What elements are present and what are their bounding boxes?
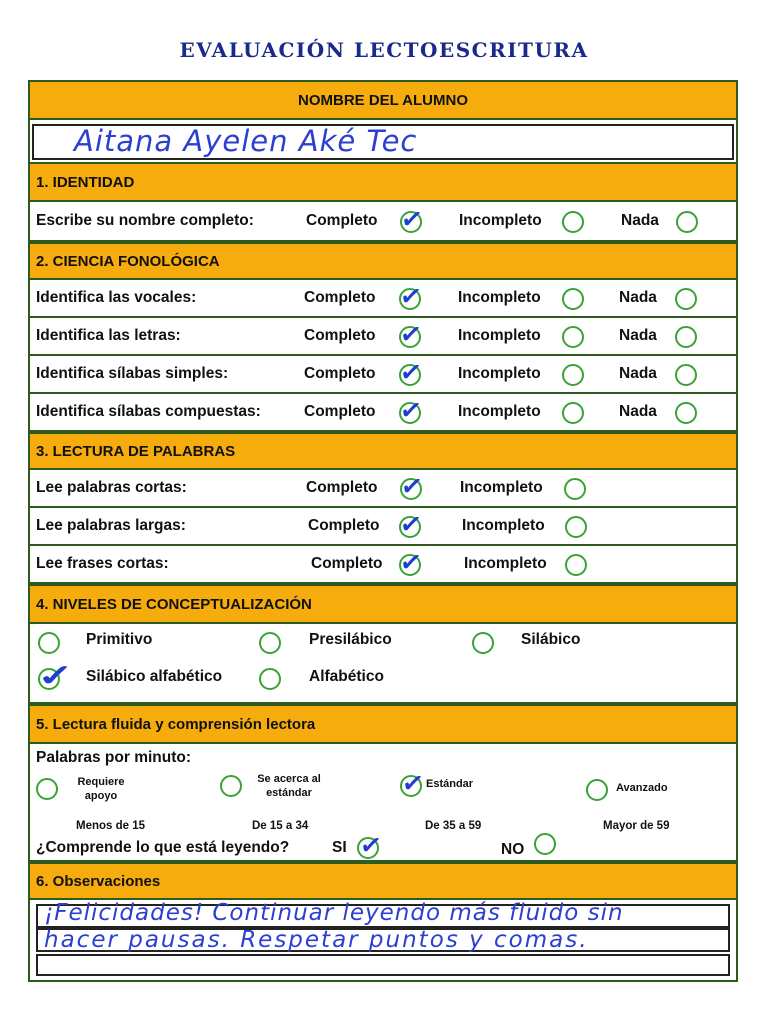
observation-handwriting-2: hacer pausas. Respetar puntos y comas.	[44, 927, 589, 953]
section-words-header	[30, 432, 736, 470]
student-name-row	[30, 120, 736, 164]
level-label-silabico: Silábico	[521, 631, 581, 648]
section-identity-header	[30, 162, 736, 202]
check-mark-icon: ✓	[398, 545, 424, 579]
phonology-row	[30, 356, 736, 394]
incomplete-circle[interactable]	[562, 402, 584, 424]
ppm-label: Palabras por minuto:	[36, 749, 192, 766]
none-label: Nada	[619, 365, 657, 382]
complete-label: Completo	[304, 365, 376, 382]
level-circle-alfabetico[interactable]	[259, 668, 281, 690]
observation-line-3[interactable]	[36, 954, 730, 976]
comprehension-no-label: NO	[501, 841, 525, 858]
ppm-range-3: De 35 a 59	[425, 820, 482, 832]
incomplete-circle[interactable]	[562, 364, 584, 386]
section-phonology-title: 2. CIENCIA FONOLÓGICA	[36, 252, 220, 270]
ppm-option-se-acerca: Se acerca al estándar	[257, 773, 321, 799]
phonology-item: Identifica sílabas compuestas:	[36, 403, 261, 420]
check-mark-icon: ✓	[398, 507, 424, 541]
section-levels-title: 4. NIVELES DE CONCEPTUALIZACIÓN	[36, 595, 312, 613]
incomplete-label: Incompleto	[458, 289, 541, 306]
none-circle[interactable]	[675, 402, 697, 424]
check-mark-icon: ✓	[398, 279, 424, 313]
complete-label: Completo	[304, 327, 376, 344]
incomplete-circle[interactable]	[562, 211, 584, 233]
phonology-item: Identifica las letras:	[36, 327, 181, 344]
none-circle[interactable]	[676, 211, 698, 233]
observation-handwriting-1: ¡Felicidades! Continuar leyendo más fluido sin	[44, 900, 624, 926]
none-circle[interactable]	[675, 364, 697, 386]
check-mark-icon: ✓	[358, 828, 384, 862]
words-item: Lee frases cortas:	[36, 555, 169, 572]
incomplete-circle[interactable]	[565, 516, 587, 538]
ppm-circle-requiere-apoyo[interactable]	[36, 778, 58, 800]
comprehension-no-circle[interactable]	[534, 833, 556, 855]
words-row	[30, 508, 736, 546]
level-label-presilabico: Presilábico	[309, 631, 392, 648]
check-mark-icon: ✓	[398, 393, 424, 427]
student-header-label: NOMBRE DEL ALUMNO	[298, 91, 468, 109]
section-words-title: 3. LECTURA DE PALABRAS	[36, 442, 236, 460]
level-circle-presilabico[interactable]	[259, 632, 281, 654]
incomplete-circle[interactable]	[562, 326, 584, 348]
ppm-option-estandar: Estándar	[426, 778, 474, 790]
incomplete-label: Incompleto	[458, 403, 541, 420]
section-observations-header	[30, 862, 736, 900]
ppm-range-2: De 15 a 34	[252, 820, 309, 832]
incomplete-circle[interactable]	[565, 554, 587, 576]
check-mark-icon: ✓	[399, 469, 425, 503]
check-mark-icon: ✓	[398, 355, 424, 389]
ppm-option-requiere-apoyo: Requiere apoyo	[77, 776, 125, 802]
phonology-item: Identifica las vocales:	[36, 289, 197, 306]
comprehension-question: ¿Comprende lo que está leyendo?	[36, 839, 290, 856]
words-row	[30, 470, 736, 508]
none-circle[interactable]	[675, 288, 697, 310]
level-circle-silabico[interactable]	[472, 632, 494, 654]
check-mark-icon: ✓	[35, 658, 76, 693]
ppm-option-avanzado: Avanzado	[616, 782, 668, 794]
phonology-row	[30, 394, 736, 432]
evaluation-form	[28, 80, 738, 982]
words-item: Lee palabras cortas:	[36, 479, 187, 496]
complete-label: Completo	[304, 289, 376, 306]
section-fluency-title: 5. Lectura fluida y comprensión lectora	[36, 715, 316, 733]
incomplete-label: Incompleto	[458, 327, 541, 344]
student-header	[30, 82, 736, 120]
incomplete-label: Incompleto	[459, 212, 542, 229]
page-title: EVALUACIÓN LECTOESCRITURA	[179, 38, 589, 62]
fluency-area	[30, 744, 736, 862]
section-identity-title: 1. IDENTIDAD	[36, 173, 135, 191]
phonology-row	[30, 318, 736, 356]
ppm-circle-avanzado[interactable]	[586, 779, 608, 801]
none-label: Nada	[621, 212, 659, 229]
check-mark-icon: ✓	[399, 202, 425, 236]
section-phonology-header	[30, 242, 736, 280]
incomplete-circle[interactable]	[562, 288, 584, 310]
incomplete-label: Incompleto	[460, 479, 543, 496]
incomplete-circle[interactable]	[564, 478, 586, 500]
level-label-alfabetico: Alfabético	[309, 668, 384, 685]
level-circle-primitivo[interactable]	[38, 632, 60, 654]
ppm-range-1: Menos de 15	[76, 820, 146, 832]
check-mark-icon: ✓	[400, 766, 426, 800]
level-label-primitivo: Primitivo	[86, 631, 153, 648]
phonology-row	[30, 280, 736, 318]
incomplete-label: Incompleto	[458, 365, 541, 382]
comprehension-yes-label: SI	[332, 839, 347, 856]
words-row	[30, 546, 736, 584]
words-item: Lee palabras largas:	[36, 517, 186, 534]
ppm-circle-se-acerca[interactable]	[220, 775, 242, 797]
level-label-silabico-alfabetico: Silábico alfabético	[86, 668, 223, 685]
ppm-range-4: Mayor de 59	[603, 820, 670, 832]
incomplete-label: Incompleto	[462, 517, 545, 534]
complete-label: Completo	[306, 479, 378, 496]
none-label: Nada	[619, 403, 657, 420]
phonology-item: Identifica sílabas simples:	[36, 365, 229, 382]
complete-label: Completo	[311, 555, 383, 572]
incomplete-label: Incompleto	[464, 555, 547, 572]
student-name-handwriting: Aitana Ayelen Aké Tec	[74, 124, 418, 158]
levels-area	[30, 624, 736, 704]
complete-label: Completo	[308, 517, 380, 534]
complete-label: Completo	[306, 212, 378, 229]
complete-label: Completo	[304, 403, 376, 420]
identity-row	[30, 202, 736, 242]
none-label: Nada	[619, 289, 657, 306]
section-levels-header	[30, 584, 736, 624]
section-fluency-header	[30, 704, 736, 744]
none-circle[interactable]	[675, 326, 697, 348]
none-label: Nada	[619, 327, 657, 344]
section-observations-title: 6. Observaciones	[36, 872, 161, 890]
observations-area	[30, 900, 736, 980]
check-mark-icon: ✓	[398, 317, 424, 351]
identity-label: Escribe su nombre completo:	[36, 212, 254, 229]
